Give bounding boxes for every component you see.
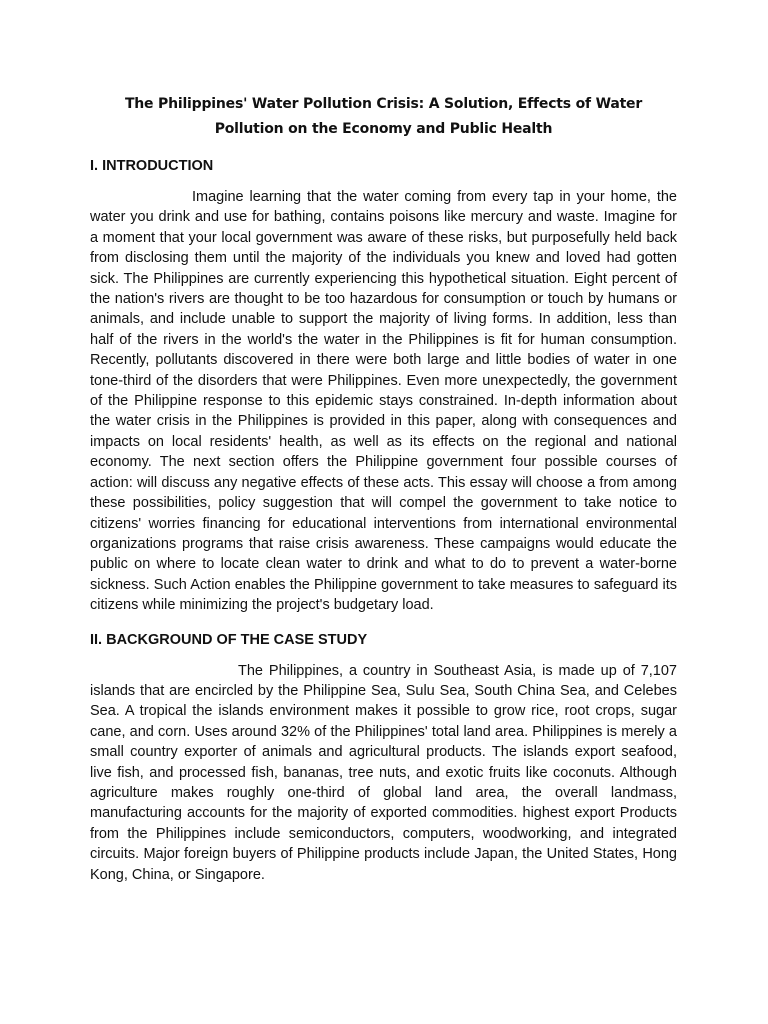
background-paragraph: The Philippines, a country in Southeast Asia, is made up of 7,107 islands that are encircled by the Philippine Sea, Sulu Sea, South China Sea, and Celebes Sea. A tropical the islands environment makes it possible to grow rice, root crops, sugar cane, and corn. Uses around 32% of the Philippines' total land area. Philippines is merely a small country exporter of animals and agricultural products. The islands export seafood, live fish, and processed fish, bananas, tree nuts, and exotic fruits like coconuts. Although agriculture makes roughly one-third of global land area, the overall landmass, manufacturing accounts for the majority of exported commodities. highest export Products from the Philippines include semiconductors, computers, woodworking, and integrated circuits. Major foreign buyers of Philippine products include Japan, the United States, Hong Kong, China, or Singapore. bbox=[90, 662, 677, 883]
section-heading-introduction: I. INTRODUCTION bbox=[90, 158, 214, 174]
section-introduction bbox=[90, 156, 677, 616]
document-page bbox=[90, 92, 677, 899]
introduction-paragraph: Imagine learning that the water coming from every tap in your home, the water you drink and use for bathing, contains poisons like mercury and waste. Imagine for a moment that your local government was aware of these risks, but purposefully held back from disclosing them until the majority of the individuals you knew and loved had gotten sick. The Philippines are currently experiencing this hypothetical situation. Eight percent of the nation's rivers are thought to be too hazardous for consumption or touch by humans or animals, and include unable to support the majority of living forms. In addition, less than half of the rivers in the world's the water in the Philippines is fit for human consumption. Recently, pollutants discovered in there were both large and little bodies of water in one tone-third of the disorders that were Philippines. Even more unexpectedly, the government of the Philippine response to this epidemic stays constrained. In-depth information about the water crisis in the Philippines is provided in this paper, along with consequences and impacts on local residents' health, as well as its effects on the regional and national economy. The next section offers the Philippine government four possible courses of action: will discuss any negative effects of these acts. This essay will choose a from among these possibilities, policy suggestion that will compel the government to take notice to citizens' worries financing for educational interventions from international environmental organizations programs that raise crisis awareness. These campaigns would educate the public on where to locate clean water to drink and what to do to prevent a water-borne sickness. Such Action enables the Philippine government to take measures to safeguard its citizens while minimizing the project's budgetary load. bbox=[90, 189, 677, 614]
document-title: The Philippines' Water Pollution Crisis: A Solution, Effects of Water Pollution on the Economy and Public Health bbox=[124, 96, 643, 137]
section-heading-background: II. BACKGROUND OF THE CASE STUDY bbox=[90, 631, 368, 648]
section-background bbox=[90, 630, 677, 885]
